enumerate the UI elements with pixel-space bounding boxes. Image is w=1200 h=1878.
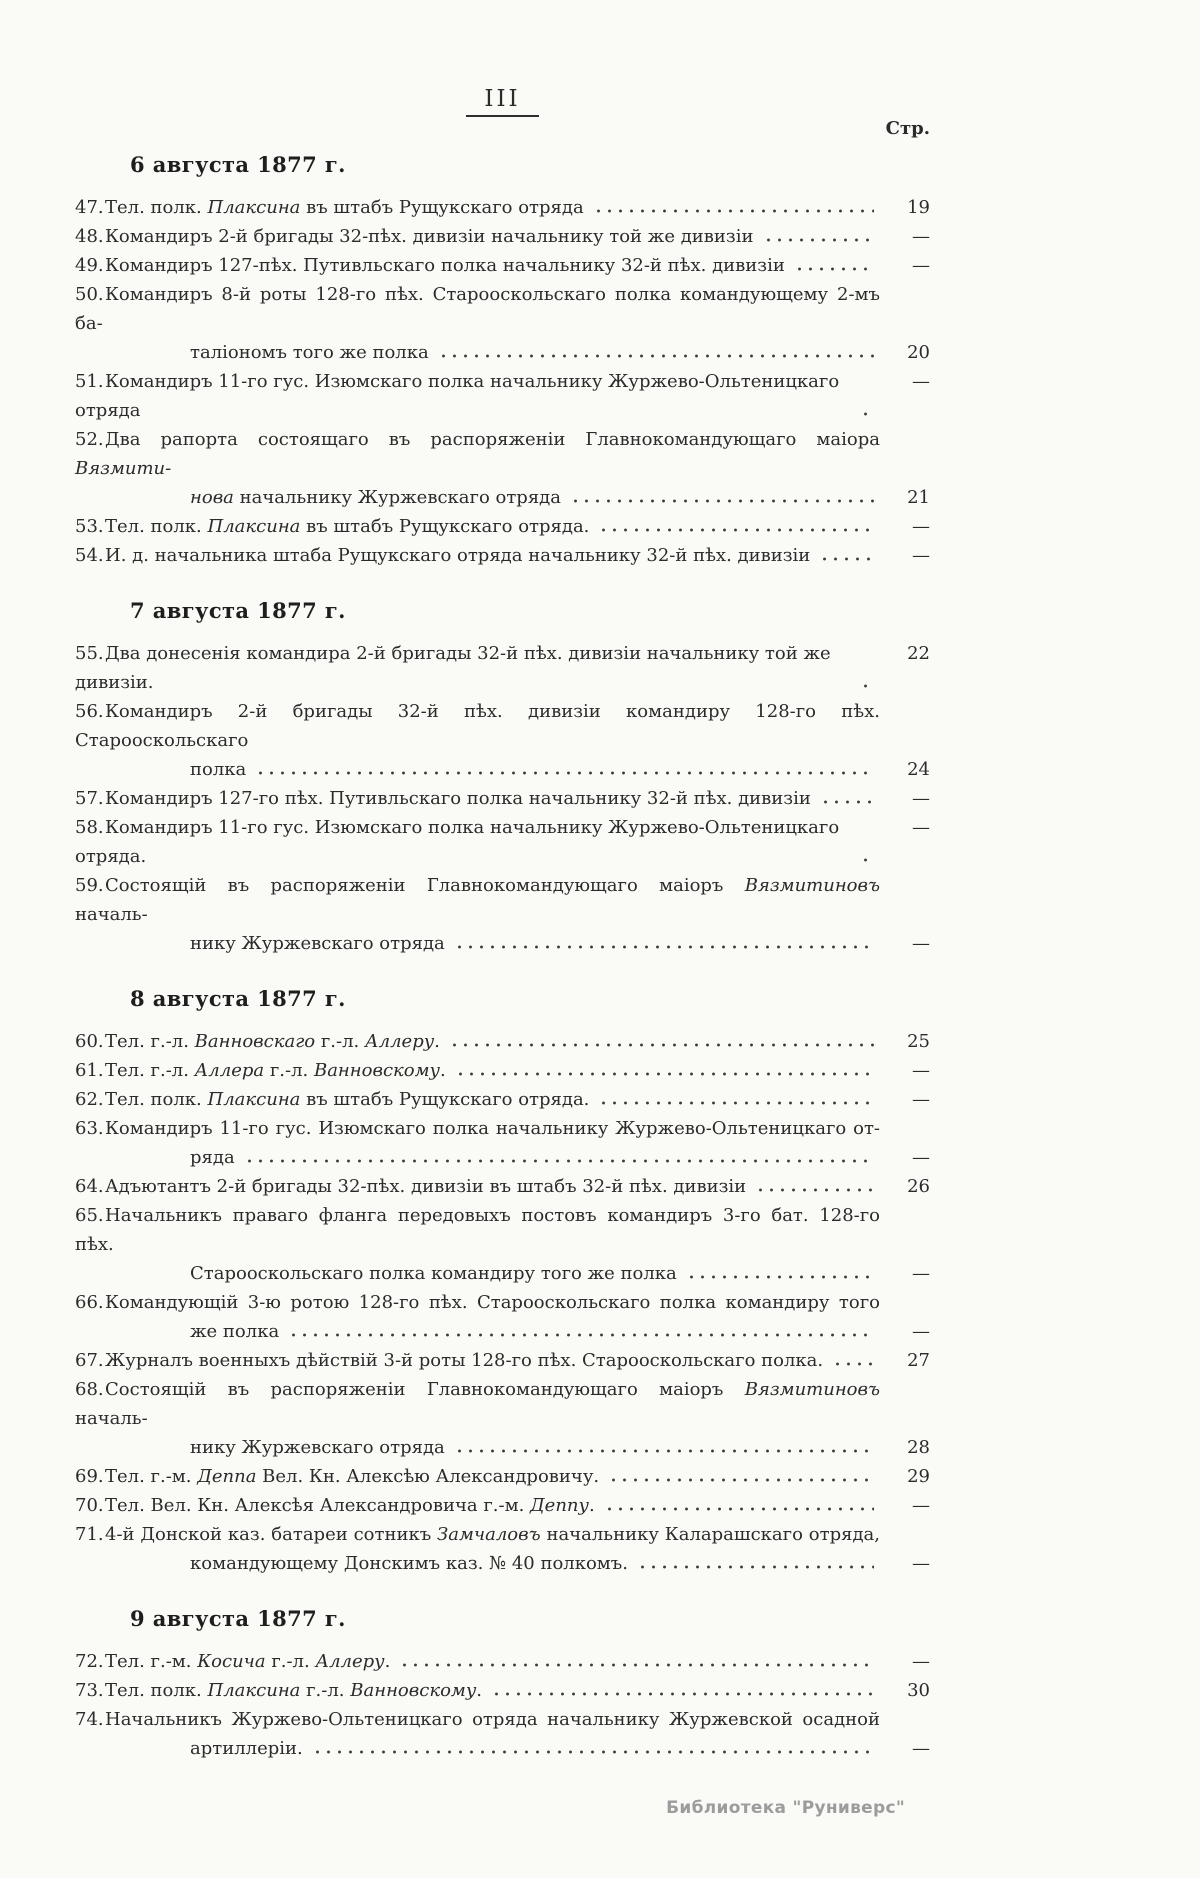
entry-text: [75, 1027, 440, 1056]
entry-text-segment: началь-: [75, 1408, 148, 1429]
entry-line: [75, 1549, 930, 1578]
dot-leader: [438, 354, 874, 358]
entry-text-segment: Ванновскому: [313, 1060, 440, 1081]
entry-text-segment: началь-: [75, 904, 148, 925]
entry-line: [75, 483, 930, 512]
toc-entry: [75, 367, 930, 425]
entry-page-number: —: [912, 1263, 930, 1284]
entry-text-segment: Состоящій въ распоряженіи Главнокомандующаго маіоръ: [105, 875, 745, 896]
entry-number: 57.: [75, 788, 104, 809]
entry-number: 68.: [75, 1379, 104, 1400]
entry-text: [190, 338, 429, 367]
entry-text-segment: Деппу: [530, 1495, 589, 1516]
dot-leader: [819, 557, 874, 561]
entry-page-number: —: [912, 1651, 930, 1672]
section-date-heading: 7 августа 1877 г.: [130, 598, 346, 623]
entry-text-segment: артиллеріи.: [190, 1738, 303, 1759]
toc-entry: [75, 784, 930, 813]
dot-leader: [755, 1188, 874, 1192]
entry-text-segment: Тел. полк.: [105, 516, 208, 537]
entry-text: [75, 1346, 823, 1375]
entry-text-segment: Командующій 3-ю ротою 128-го пѣх. Старооскольскаго полка командиру того: [105, 1292, 880, 1313]
entry-text: [190, 1734, 303, 1763]
entry-text-segment: въ штабъ Рущукскаго отряда.: [300, 516, 590, 537]
toc-entry: [75, 1520, 930, 1578]
entry-text: [75, 639, 851, 697]
entry-line: [75, 1647, 930, 1676]
entry-text-segment: Вязмитиновъ: [744, 1379, 880, 1400]
entry-text: [75, 512, 589, 541]
entry-text: [190, 755, 246, 784]
entry-text-segment: командующему Донскимъ каз. № 40 полкомъ.: [190, 1553, 628, 1574]
entry-text: [190, 1317, 279, 1346]
entry-text-segment: полка: [190, 759, 247, 780]
toc-section: [75, 1606, 930, 1763]
entry-line: [75, 1433, 930, 1462]
entry-page-number: 21: [907, 487, 930, 508]
toc-entry: [75, 1201, 930, 1288]
entry-text: [75, 1491, 595, 1520]
entry-text-segment: Два донесенія командира 2-й бригады 32-й пѣх. дивизіи начальнику той же дивизіи.: [75, 643, 831, 693]
entry-text: [75, 367, 851, 425]
toc-entry: [75, 1346, 930, 1375]
entry-text-segment: Тел. г.-л.: [105, 1060, 195, 1081]
dot-leader: [244, 1159, 874, 1163]
entry-line: [75, 639, 930, 697]
entry-text-segment: ряда: [190, 1147, 235, 1168]
entry-text: [75, 1056, 446, 1085]
toc-entry: [75, 512, 930, 541]
entry-number: 58.: [75, 817, 104, 838]
entry-text: [75, 193, 584, 222]
entry-text: [75, 1172, 746, 1201]
entry-line: [75, 1259, 930, 1288]
toc-entry: [75, 251, 930, 280]
entry-text-segment: Командиръ 11-го гус. Изюмскаго полка начальнику Журжево-Ольтеницкаго отряда.: [75, 817, 840, 867]
entry-page-number: 22: [907, 643, 930, 664]
entry-number: 66.: [75, 1292, 104, 1313]
entry-number: 62.: [75, 1089, 104, 1110]
dot-leader: [763, 238, 875, 242]
entry-line: [75, 1491, 930, 1520]
entry-text-segment: же полка: [190, 1321, 280, 1342]
entry-line: [75, 1056, 930, 1085]
entry-text: [75, 222, 754, 251]
entry-text-segment: Тел. полк.: [105, 197, 208, 218]
entry-number: 52.: [75, 429, 104, 450]
entry-text: [75, 1676, 482, 1705]
entry-text-segment: Тел. Вел. Кн. Алексѣя Александровича г.-м.: [105, 1495, 531, 1516]
dot-leader: [820, 800, 874, 804]
entry-text-segment: Косича: [197, 1651, 266, 1672]
entry-number: 53.: [75, 516, 104, 537]
entry-line: [75, 871, 930, 929]
entry-line: [75, 1114, 930, 1143]
entry-line: [75, 367, 930, 425]
entry-number: 74.: [75, 1709, 104, 1730]
section-date-heading: 6 августа 1877 г.: [130, 152, 346, 177]
entry-text-segment: Тел. полк.: [105, 1089, 208, 1110]
entry-text-segment: начальнику Журжевскаго отряда: [233, 487, 561, 508]
toc-section: [75, 986, 930, 1578]
entry-text-segment: Состоящій въ распоряженіи Главнокомандующаго маіоръ: [105, 1379, 745, 1400]
toc-entry: [75, 1027, 930, 1056]
entry-text-segment: нова: [190, 487, 234, 508]
entry-text-segment: Плаксина: [207, 197, 301, 218]
entry-text: [75, 541, 810, 570]
dot-leader: [860, 858, 874, 862]
entry-line: [75, 425, 930, 483]
entry-page-number: —: [912, 226, 930, 247]
entry-text-segment: Тел. полк.: [105, 1680, 208, 1701]
toc-entry: [75, 1375, 930, 1462]
entry-number: 71.: [75, 1524, 104, 1545]
entry-text-segment: Старооскольскаго полка командиру того же полка: [190, 1263, 677, 1284]
entry-line: [75, 813, 930, 871]
entry-page-number: —: [912, 1495, 930, 1516]
entry-line: [75, 755, 930, 784]
entry-page-number: —: [912, 1089, 930, 1110]
entry-text-segment: Журналъ военныхъ дѣйствій 3-й роты 128-го пѣх. Старооскольскаго полка.: [105, 1350, 824, 1371]
entry-text-segment: Командиръ 11-го гус. Изюмскаго полка начальнику Журжево-Ольтеницкаго отряда: [75, 371, 840, 421]
entry-page-number: 25: [907, 1031, 930, 1052]
entry-text-segment: таліономъ того же полка: [190, 342, 429, 363]
entry-page-number: —: [912, 788, 930, 809]
entry-number: 64.: [75, 1176, 104, 1197]
entry-text-segment: въ штабъ Рущукскаго отряда: [300, 197, 584, 218]
entry-text-segment: .: [476, 1680, 483, 1701]
entry-text-segment: Деппа: [197, 1466, 257, 1487]
entry-text-segment: Командиръ 2-й бригады 32-пѣх. дивизіи начальнику той же дивизіи: [105, 226, 754, 247]
entry-text-segment: г.-л.: [315, 1031, 365, 1052]
entry-page-number: —: [912, 933, 930, 954]
entry-number: 48.: [75, 226, 104, 247]
entry-text-segment: .: [384, 1651, 391, 1672]
entry-page-number: 29: [907, 1466, 930, 1487]
entry-text-segment: Командиръ 127-пѣх. Путивльскаго полка начальнику 32-й пѣх. дивизіи: [105, 255, 785, 276]
entry-text-segment: г.-л.: [300, 1680, 351, 1701]
toc-entry: [75, 1462, 930, 1491]
dot-leader: [686, 1275, 874, 1279]
entry-number: 65.: [75, 1205, 104, 1226]
dot-leader: [598, 528, 874, 532]
entry-number: 55.: [75, 643, 104, 664]
entry-number: 51.: [75, 371, 104, 392]
entry-text-segment: начальнику Каларашскаго отряда,: [540, 1524, 880, 1545]
entry-text-segment: нику Журжевскаго отряда: [190, 1437, 445, 1458]
section-date-heading: 8 августа 1877 г.: [130, 986, 346, 1011]
entry-line: [75, 1375, 930, 1433]
toc-entry: [75, 1085, 930, 1114]
entry-text-segment: Вязмитиновъ: [744, 875, 880, 896]
entry-text-segment: Аллеру: [364, 1031, 435, 1052]
dot-leader: [570, 499, 874, 503]
entry-text-segment: Начальникъ праваго фланга передовыхъ постовъ командиръ 3-го бат. 128-го пѣх.: [75, 1205, 880, 1255]
entry-line: [75, 784, 930, 813]
toc-entry: [75, 1647, 930, 1676]
toc-entry: [75, 425, 930, 512]
entry-page-number: —: [912, 545, 930, 566]
entry-line: [75, 338, 930, 367]
entry-number: 61.: [75, 1060, 104, 1081]
entry-line: [75, 1317, 930, 1346]
entry-line: [75, 251, 930, 280]
dot-leader: [860, 684, 874, 688]
entry-text: [190, 1433, 445, 1462]
entry-text: [75, 251, 785, 280]
toc-entry: [75, 1056, 930, 1085]
entry-text: [190, 1549, 628, 1578]
entry-page-number: —: [912, 1553, 930, 1574]
entry-line: [75, 193, 930, 222]
entry-text-segment: Два рапорта состоящаго въ распоряженіи Главнокомандующаго маіора: [105, 429, 880, 450]
library-watermark: Библиотека "Руниверс": [666, 1798, 905, 1818]
entry-line: [75, 1676, 930, 1705]
toc-section: [75, 152, 930, 570]
dot-leader: [860, 412, 874, 416]
toc-entry: [75, 639, 930, 697]
toc-sections: [75, 152, 930, 1763]
dot-leader: [455, 1072, 874, 1076]
toc-entry: [75, 1705, 930, 1763]
toc-entry: [75, 813, 930, 871]
entry-line: [75, 1027, 930, 1056]
entry-line: [75, 1705, 930, 1734]
entry-text-segment: Плаксина: [207, 1680, 301, 1701]
entry-text-segment: Аллера: [194, 1060, 265, 1081]
entry-line: [75, 1085, 930, 1114]
entry-page-number: 24: [907, 759, 930, 780]
entry-line: [75, 1462, 930, 1491]
entry-text-segment: Тел. г.-м.: [105, 1651, 198, 1672]
page-roman-numeral: III: [466, 86, 538, 117]
toc-entry: [75, 1172, 930, 1201]
entry-line: [75, 1201, 930, 1259]
toc-section: [75, 598, 930, 958]
dot-leader: [491, 1692, 874, 1696]
entry-text-segment: г.-л.: [264, 1060, 314, 1081]
entry-text: [75, 784, 811, 813]
entry-text-segment: Командиръ 2-й бригады 32-й пѣх. дивизіи командиру 128-го пѣх. Старооскольскаго: [75, 701, 880, 751]
entry-text-segment: И. д. начальника штаба Рущукскаго отряда начальнику 32-й пѣх. дивизіи: [105, 545, 811, 566]
entry-page-number: 26: [907, 1176, 930, 1197]
entry-page-number: 28: [907, 1437, 930, 1458]
toc-entry: [75, 222, 930, 251]
entry-line: [75, 1734, 930, 1763]
dot-leader: [794, 267, 874, 271]
entry-text-segment: Тел. г.-л.: [105, 1031, 195, 1052]
entry-text-segment: 4-й Донской каз. батареи сотникъ: [105, 1524, 438, 1545]
entry-text-segment: Аллеру: [315, 1651, 385, 1672]
section-date-heading: 9 августа 1877 г.: [130, 1606, 346, 1631]
entry-page-number: —: [912, 516, 930, 537]
entry-line: [75, 1346, 930, 1375]
entry-page-number: 27: [907, 1350, 930, 1371]
dot-leader: [454, 945, 874, 949]
entry-text-segment: Ванновскому: [350, 1680, 477, 1701]
dot-leader: [608, 1478, 874, 1482]
entry-number: 73.: [75, 1680, 104, 1701]
entry-number: 63.: [75, 1118, 104, 1139]
entry-text: [190, 483, 561, 512]
entry-page-number: —: [912, 371, 930, 392]
toc-entry: [75, 541, 930, 570]
entry-number: 60.: [75, 1031, 104, 1052]
entry-page-number: —: [912, 1321, 930, 1342]
dot-leader: [604, 1507, 874, 1511]
toc-entry: [75, 1676, 930, 1705]
entry-text-segment: Замчаловъ: [437, 1524, 541, 1545]
entry-number: 59.: [75, 875, 104, 896]
entry-text-segment: Адъютантъ 2-й бригады 32-пѣх. дивизіи въ штабъ 32-й пѣх. дивизіи: [105, 1176, 747, 1197]
toc-entry: [75, 697, 930, 784]
dot-leader: [312, 1750, 874, 1754]
entry-line: [75, 1520, 930, 1549]
entry-text: [75, 1462, 599, 1491]
entry-text-segment: Начальникъ Журжево-Ольтеницкаго отряда начальнику Журжевской осадной: [105, 1709, 880, 1730]
page-column-label: Стр.: [885, 118, 930, 139]
entry-text-segment: .: [440, 1060, 446, 1081]
entry-text-segment: Вязмити-: [75, 458, 172, 479]
entry-text-segment: Плаксина: [207, 516, 301, 537]
entry-page-number: 19: [907, 197, 930, 218]
entry-text-segment: Плаксина: [207, 1089, 301, 1110]
entry-line: [75, 280, 930, 338]
entry-page-number: —: [912, 1060, 930, 1081]
entry-text-segment: Ванновскаго: [194, 1031, 316, 1052]
dot-leader: [454, 1449, 874, 1453]
entry-number: 54.: [75, 545, 104, 566]
entry-number: 70.: [75, 1495, 104, 1516]
entry-text: [190, 929, 445, 958]
entry-text-segment: нику Журжевскаго отряда: [190, 933, 445, 954]
entry-text-segment: г.-л.: [265, 1651, 316, 1672]
entry-text: [190, 1259, 677, 1288]
dot-leader: [637, 1565, 874, 1569]
entry-text-segment: .: [434, 1031, 440, 1052]
entry-number: 69.: [75, 1466, 104, 1487]
entry-number: 49.: [75, 255, 104, 276]
entry-number: 47.: [75, 197, 104, 218]
dot-leader: [288, 1333, 874, 1337]
entry-number: 67.: [75, 1350, 104, 1371]
entry-page-number: 30: [907, 1680, 930, 1701]
dot-leader: [832, 1362, 874, 1366]
entry-line: [75, 929, 930, 958]
entry-page-number: —: [912, 817, 930, 838]
entry-page-number: 20: [907, 342, 930, 363]
dot-leader: [598, 1101, 874, 1105]
entry-number: 56.: [75, 701, 104, 722]
entry-text-segment: .: [588, 1495, 595, 1516]
toc-entry: [75, 871, 930, 958]
dot-leader: [449, 1043, 874, 1047]
entry-text-segment: Командиръ 8-й роты 128-го пѣх. Старооскольскаго полка командующему 2-мъ ба-: [75, 284, 880, 334]
page-header: [75, 86, 930, 122]
entry-number: 72.: [75, 1651, 104, 1672]
entry-line: [75, 1143, 930, 1172]
toc-entry: [75, 193, 930, 222]
dot-leader: [255, 771, 874, 775]
entry-line: [75, 1172, 930, 1201]
toc-entry: [75, 1491, 930, 1520]
toc-entry: [75, 1288, 930, 1346]
entry-page-number: —: [912, 1147, 930, 1168]
entry-line: [75, 1288, 930, 1317]
toc-entry: [75, 280, 930, 367]
entry-number: 50.: [75, 284, 104, 305]
entry-page-number: —: [912, 255, 930, 276]
entry-text-segment: Командиръ 11-го гус. Изюмскаго полка начальнику Журжево-Ольтеницкаго от-: [105, 1118, 880, 1139]
entry-line: [75, 541, 930, 570]
dot-leader: [399, 1663, 874, 1667]
entry-text-segment: Командиръ 127-го пѣх. Путивльскаго полка начальнику 32-й пѣх. дивизіи: [105, 788, 811, 809]
entry-text-segment: въ штабъ Рущукскаго отряда.: [300, 1089, 590, 1110]
entry-text: [75, 1647, 390, 1676]
entry-line: [75, 512, 930, 541]
toc-entry: [75, 1114, 930, 1172]
entry-text: [75, 1085, 589, 1114]
entry-text-segment: Вел. Кн. Алексѣю Александровичу.: [256, 1466, 600, 1487]
entry-page-number: —: [912, 1738, 930, 1759]
dot-leader: [593, 209, 874, 213]
entry-text: [75, 813, 851, 871]
entry-text-segment: Тел. г.-м.: [105, 1466, 198, 1487]
entry-text: [190, 1143, 235, 1172]
entry-line: [75, 222, 930, 251]
entry-line: [75, 697, 930, 755]
